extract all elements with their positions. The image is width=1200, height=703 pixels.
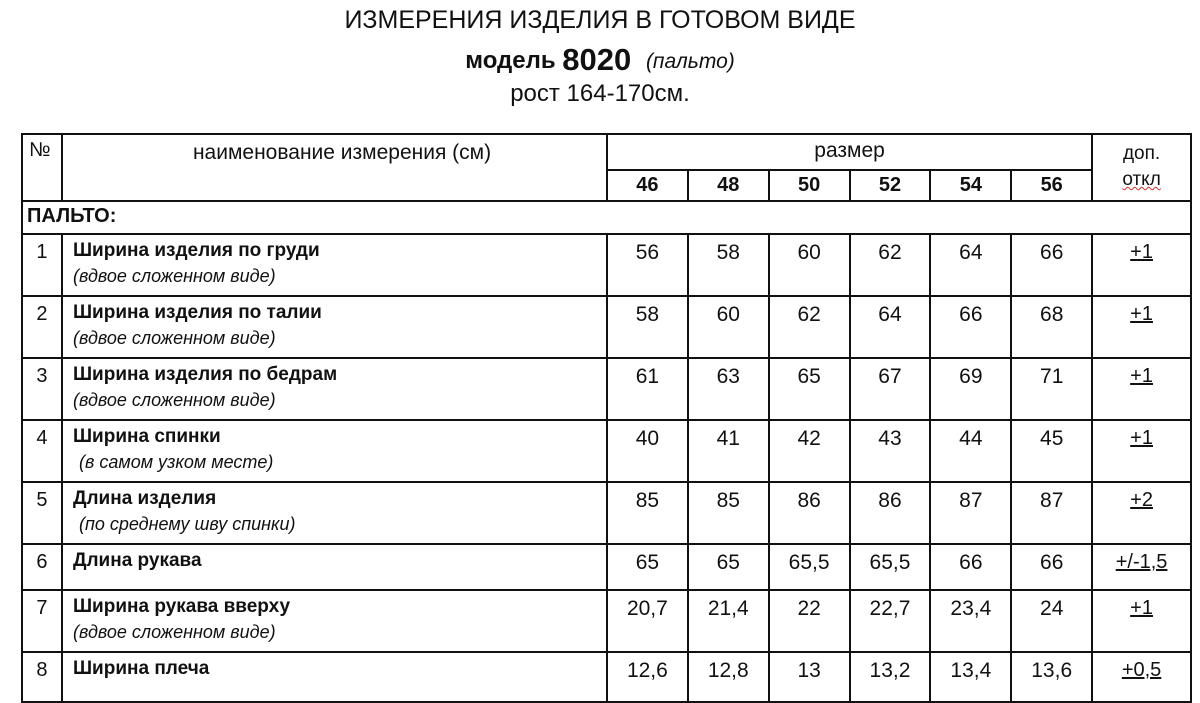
tolerance-value: +1	[1130, 303, 1153, 325]
tolerance-cell	[1092, 420, 1191, 482]
size-value: 66	[1011, 234, 1092, 296]
size-value: 45	[1011, 420, 1092, 482]
row-number: 5	[22, 482, 62, 544]
measurement-name: Ширина изделия по талии	[72, 302, 322, 323]
size-52: 52	[850, 170, 931, 201]
tolerance-value: +1	[1130, 427, 1153, 449]
measurement-note: (вдвое сложенном виде)	[72, 622, 276, 642]
size-50: 50	[769, 170, 850, 201]
tolerance-value: +/-1,5	[1115, 551, 1168, 573]
table-row	[22, 544, 1191, 590]
size-value: 22,7	[850, 590, 931, 652]
size-value: 67	[850, 358, 931, 420]
size-value: 58	[607, 296, 688, 358]
tolerance-value: +2	[1130, 489, 1153, 511]
table-row	[22, 652, 1191, 702]
size-value: 65	[688, 544, 769, 590]
row-number: 1	[22, 234, 62, 296]
tolerance-header-line1: доп.	[1122, 143, 1161, 164]
size-value: 62	[769, 296, 850, 358]
size-54: 54	[930, 170, 1011, 201]
tolerance-header-line2: откл	[1122, 169, 1161, 190]
size-value: 87	[1011, 482, 1092, 544]
size-value: 65,5	[769, 544, 850, 590]
size-value: 58	[688, 234, 769, 296]
tolerance-cell	[1092, 358, 1191, 420]
row-number: 6	[22, 544, 62, 590]
tolerance-value: +0,5	[1121, 659, 1162, 681]
size-value: 40	[607, 420, 688, 482]
size-value: 65	[769, 358, 850, 420]
size-value: 63	[688, 358, 769, 420]
measurement-name: Ширина изделия по бедрам	[72, 364, 338, 385]
size-value: 13,4	[930, 652, 1011, 702]
measurement-name-cell	[62, 296, 607, 358]
size-value: 61	[607, 358, 688, 420]
measurement-name-cell	[62, 590, 607, 652]
row-number: 8	[22, 652, 62, 702]
size-value: 71	[1011, 358, 1092, 420]
size-value: 13,2	[850, 652, 931, 702]
size-value: 13	[769, 652, 850, 702]
measurement-name-cell	[62, 482, 607, 544]
measurement-note: (вдвое сложенном виде)	[72, 390, 276, 410]
table-row	[22, 358, 1191, 420]
tolerance-cell	[1092, 234, 1191, 296]
section-row	[22, 201, 1191, 234]
size-value: 85	[607, 482, 688, 544]
size-48: 48	[688, 170, 769, 201]
size-value: 12,6	[607, 652, 688, 702]
size-value: 41	[688, 420, 769, 482]
section-title: ПАЛЬТО:	[22, 201, 1191, 234]
size-value: 24	[1011, 590, 1092, 652]
model-line	[0, 40, 1200, 76]
size-value: 87	[930, 482, 1011, 544]
size-value: 22	[769, 590, 850, 652]
measurement-note: (по среднему шву спинки)	[78, 514, 296, 534]
tolerance-value: +1	[1130, 365, 1153, 387]
column-header-tolerance	[1092, 134, 1191, 201]
size-value: 86	[850, 482, 931, 544]
row-number: 3	[22, 358, 62, 420]
tolerance-value: +1	[1130, 597, 1153, 619]
garment-type: (пальто)	[645, 50, 735, 73]
measurement-name-cell	[62, 544, 607, 590]
size-value: 65,5	[850, 544, 931, 590]
size-value: 64	[930, 234, 1011, 296]
measurement-name-cell	[62, 234, 607, 296]
size-value: 44	[930, 420, 1011, 482]
measurement-name: Ширина спинки	[72, 426, 221, 447]
size-value: 23,4	[930, 590, 1011, 652]
table-row	[22, 482, 1191, 544]
table-row	[22, 420, 1191, 482]
size-value: 21,4	[688, 590, 769, 652]
measurement-name: Длина рукава	[72, 550, 202, 571]
tolerance-cell	[1092, 482, 1191, 544]
measurement-note: (вдвое сложенном виде)	[72, 266, 276, 286]
size-value: 60	[769, 234, 850, 296]
measurements-table	[21, 133, 1192, 703]
column-header-number: №	[22, 134, 62, 201]
size-46: 46	[607, 170, 688, 201]
size-value: 85	[688, 482, 769, 544]
table-row	[22, 234, 1191, 296]
size-value: 13,6	[1011, 652, 1092, 702]
size-value: 66	[930, 544, 1011, 590]
column-header-size: размер	[607, 134, 1092, 170]
measurement-name-cell	[62, 358, 607, 420]
size-value: 42	[769, 420, 850, 482]
size-value: 60	[688, 296, 769, 358]
size-value: 56	[607, 234, 688, 296]
table-row	[22, 590, 1191, 652]
size-value: 62	[850, 234, 931, 296]
table-row	[22, 296, 1191, 358]
size-value: 66	[930, 296, 1011, 358]
size-value: 65	[607, 544, 688, 590]
size-value: 64	[850, 296, 931, 358]
tolerance-cell	[1092, 652, 1191, 702]
size-56: 56	[1011, 170, 1092, 201]
tolerance-cell	[1092, 544, 1191, 590]
size-value: 86	[769, 482, 850, 544]
measurement-name-cell	[62, 652, 607, 702]
measurement-note: (в самом узком месте)	[78, 452, 274, 472]
row-number: 2	[22, 296, 62, 358]
measurement-name: Ширина рукава вверху	[72, 596, 291, 617]
tolerance-cell	[1092, 296, 1191, 358]
tolerance-value: +1	[1130, 241, 1153, 263]
document-title: ИЗМЕРЕНИЯ ИЗДЕЛИЯ В ГОТОВОМ ВИДЕ	[344, 6, 856, 34]
size-value: 20,7	[607, 590, 688, 652]
model-number: 8020	[562, 42, 632, 77]
measurement-note: (вдвое сложенном виде)	[72, 328, 276, 348]
size-value: 12,8	[688, 652, 769, 702]
size-value: 66	[1011, 544, 1092, 590]
size-value: 69	[930, 358, 1011, 420]
row-number: 7	[22, 590, 62, 652]
column-header-name: наименование измерения (см)	[62, 134, 607, 201]
row-number: 4	[22, 420, 62, 482]
size-value: 43	[850, 420, 931, 482]
height-range: рост 164-170см.	[510, 80, 690, 107]
measurement-name: Длина изделия	[72, 488, 217, 509]
measurement-name: Ширина изделия по груди	[72, 240, 320, 261]
table-header-row	[22, 134, 1191, 170]
measurement-name: Ширина плеча	[72, 658, 210, 679]
tolerance-cell	[1092, 590, 1191, 652]
model-label: модель	[465, 47, 556, 74]
size-value: 68	[1011, 296, 1092, 358]
measurement-name-cell	[62, 420, 607, 482]
